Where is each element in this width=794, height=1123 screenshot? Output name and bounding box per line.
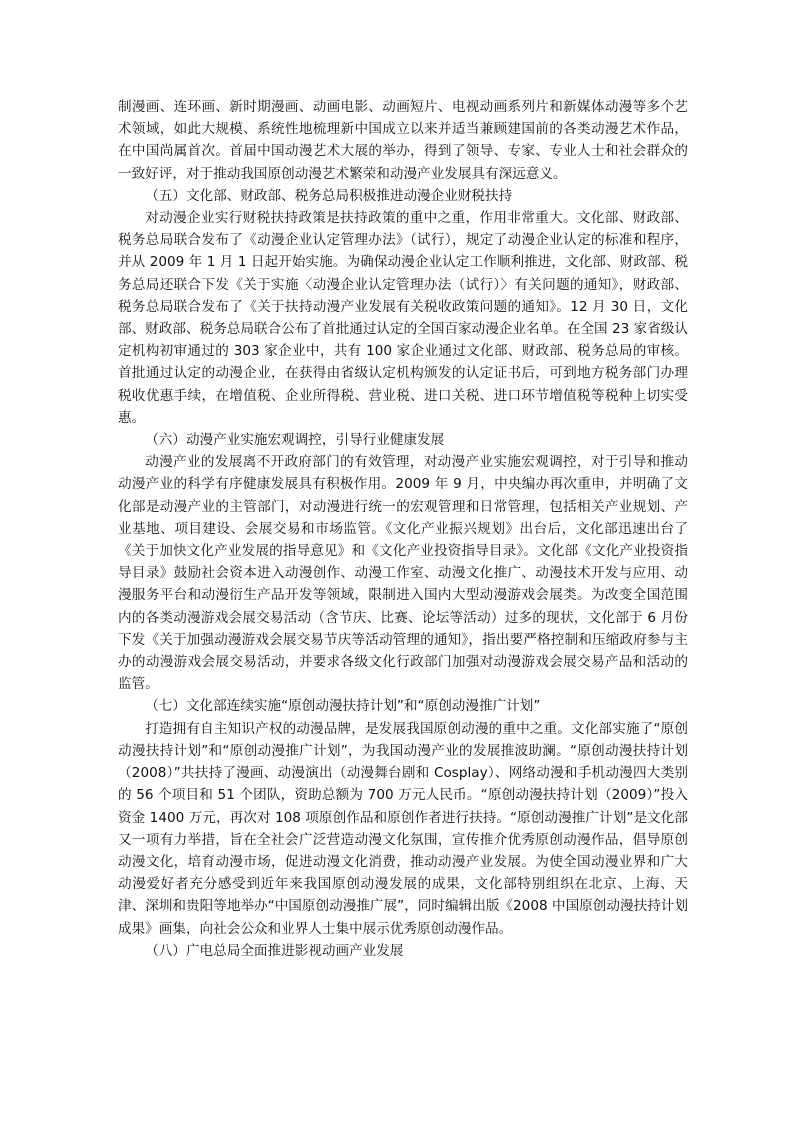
section-heading-7: （七）文化部连续实施“原创动漫扶持计划”和“原创动漫推广计划” (145, 698, 541, 715)
paragraph-tax-support: 对动漫企业实行财税扶持政策是扶持政策的重中之重，作用非常重大。文化部、财政部、税务总局联合发布了《动漫企业认定管理办法》（试行），规定了动漫企业认定的标准和程序，并从 2009 年 1 月 1 日起开始实施。为确保动漫企业认定工作顺利推进，文化部、财政部、税务总局还联合下发《关于实施〈动漫企业认定管理办法（试行）〉有关问题的通知》，财政部、税务总局联合发布了《关于扶持动漫产业发展有关税收政策问题的通知》。12 月 30 日，文化部、财政部、税务总局联合公布了首批通过认定的全国百家动漫企业名单。在全国 23 家省级认定机构初审通过的 303 家企业中，共有 100 家企业通过文化部、财政部、税务总局的审核。首批通过认定的动漫企业，在获得由省级认定机构颁发的认定证书后，可到地方税务部门办理税收优惠手续，在增值税、企业所得税、营业税、进口关税、进口环节增值税等税种上切实受惠。 (118, 210, 688, 426)
paragraph-exhibition-conclusion: 制漫画、连环画、新时期漫画、动画电影、动画短片、电视动画系列片和新媒体动漫等多个艺术领域，如此大规模、系统性地梳理新中国成立以来并适当兼顾建国前的各类动漫艺术作品，在中国尚属首次。首届中国动漫艺术大展的举办，得到了领导、专家、专业人士和社会群众的一致好评，对于推动我国原创动漫艺术繁荣和动漫产业发展具有深远意义。 (118, 99, 688, 182)
section-heading-8: （八）广电总局全面推进影视动画产业发展 (145, 942, 404, 959)
paragraph-macro-control: 动漫产业的发展离不开政府部门的有效管理，对动漫产业实施宏观调控，对于引导和推动动漫产业的科学有序健康发展具有积极作用。2009 年 9 月，中央编办再次重申，并明确了文化部是动漫产业的主管部门，对动漫进行统一的宏观管理和日常管理，包括相关产业规划、产业基地、项目建设、会展交易和市场监管。《文化产业振兴规划》出台后，文化部迅速出台了《关于加快文化产业发展的指导意见》和《文化产业投资指导目录》。文化部《文化产业投资指导目录》鼓励社会资本进入动漫创作、动漫工作室、动漫文化推广、动漫技术开发与应用、动漫服务平台和动漫衍生产品开发等领域，限制进入国内大型动漫游戏会展类。为改变全国范围内的各类动漫游戏会展交易活动（含节庆、比赛、论坛等活动）过多的现状，文化部于 6 月份下发《关于加强动漫游戏会展交易节庆等活动管理的通知》，指出要严格控制和压缩政府参与主办的动漫游戏会展交易活动，并要求各级文化行政部门加强对动漫游戏会展交易产品和活动的监管。 (118, 454, 688, 693)
paragraph-original-animation-plans: 打造拥有自主知识产权的动漫品牌，是发展我国原创动漫的重中之重。文化部实施了“原创动漫扶持计划”和“原创动漫推广计划”，为我国动漫产业的发展推波助澜。“原创动漫扶持计划（2008）”共扶持了漫画、动漫演出（动漫舞台剧和 Cosplay）、网络动漫和手机动漫四大类别的 56 个项目和 51 个团队，资助总额为 700 万元人民币。“原创动漫扶持计划（2009）”投入资金 1400 万元，再次对 108 项原创作品和原创作者进行扶持。“原创动漫推广计划”是文化部又一项有力举措，旨在全社会广泛营造动漫文化氛围，宣传推介优秀原创动漫作品，倡导原创动漫文化，培育动漫市场，促进动漫文化消费，推动动漫产业发展。为使全国动漫业界和广大动漫爱好者充分感受到近年来我国原创动漫发展的成果，文化部特别组织在北京、上海、天津、深圳和贵阳等地举办“中国原创动漫推广展”，同时编辑出版《2008 中国原创动漫扶持计划成果》画集，向社会公众和业界人士集中展示优秀原创动漫作品。 (118, 720, 688, 937)
document-body (118, 96, 688, 962)
section-heading-5: （五）文化部、财政部、税务总局积极推进动漫企业财税扶持 (145, 187, 513, 204)
section-heading-6: （六）动漫产业实施宏观调控，引导行业健康发展 (145, 432, 445, 449)
